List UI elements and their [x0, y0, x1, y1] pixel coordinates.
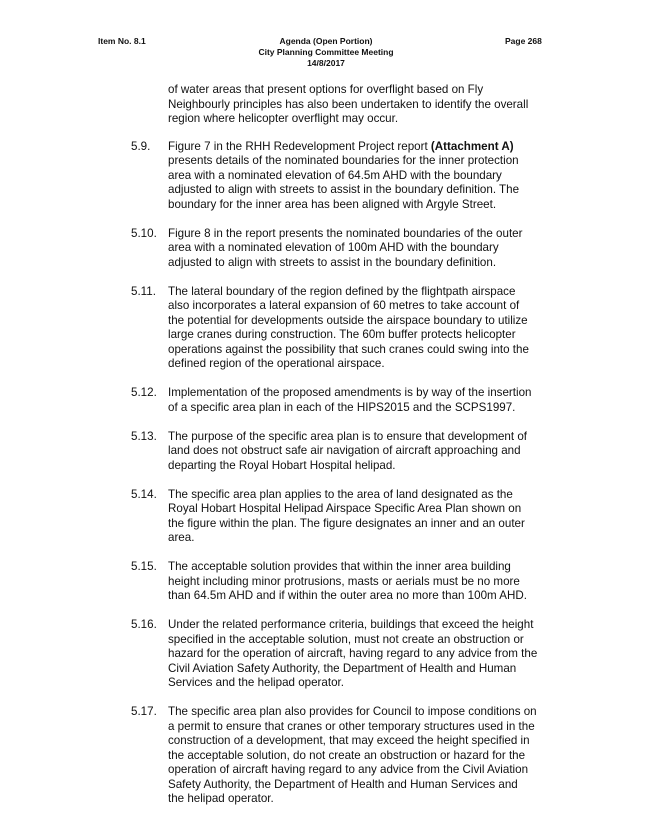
text-line: operations against the possibility that such cranes could swing into the	[168, 342, 529, 356]
paragraph-number: 5.10.	[131, 226, 157, 240]
text-line: specified in the acceptable solution, must not create an obstruction or	[168, 632, 524, 646]
header-title-line-2: City Planning Committee Meeting	[258, 47, 394, 57]
text-line: height including minor protrusions, masts or aerials must be no more	[168, 574, 520, 588]
text-segment: Figure 7 in the RHH Redevelopment Project report	[168, 139, 431, 153]
paragraph-5-14	[131, 487, 560, 546]
continued-paragraph	[168, 83, 560, 127]
text-line: Under the related performance criteria, buildings that exceed the height	[168, 618, 534, 631]
text-line: the helipad operator.	[168, 792, 274, 805]
header-item-number: Item No. 8.1	[98, 36, 146, 46]
header-agenda-title	[190, 36, 462, 69]
text-line: construction of a development, that may exceed the height specified in	[168, 734, 530, 747]
header-title-line-1: Agenda (Open Portion)	[279, 36, 373, 46]
text-line: adjusted to align with streets to assist in the boundary definition.	[168, 255, 497, 269]
paragraph-number: 5.11.	[131, 284, 156, 298]
text-line: The specific area plan also provides for Council to impose conditions on	[168, 705, 537, 718]
text-line: a permit to ensure that cranes or other temporary structures used in the	[168, 719, 535, 733]
text-line: of water areas that present options for overflight based on Fly	[168, 83, 484, 96]
text-line: of a specific area plan in each of the HIPS2015 and the SCPS1997.	[168, 400, 516, 414]
document-body	[0, 83, 647, 821]
paragraph-number: 5.13.	[131, 429, 157, 443]
paragraph-number: 5.17.	[131, 705, 157, 718]
text-line: the figure within the plan. The figure designates an inner and an outer	[168, 516, 525, 530]
paragraph-number: 5.9.	[131, 139, 151, 153]
text-line: presents details of the nominated boundaries for the inner protection	[168, 154, 519, 167]
text-line: Implementation of the proposed amendments is by way of the insertion	[168, 386, 532, 399]
paragraph-5-15	[131, 560, 560, 604]
text-line: the potential for developments outside the airspace boundary to utilize	[168, 313, 528, 327]
text-line	[168, 140, 560, 155]
paragraph-number: 5.15.	[131, 560, 157, 573]
text-line: the acceptable solution, do not create an obstruction or hazard for the	[168, 748, 526, 762]
text-line: Figure 8 in the report presents the nominated boundaries of the outer	[168, 226, 523, 240]
text-line: Neighbourly principles has also been undertaken to identify the overall	[168, 97, 529, 111]
text-line: area with a nominated elevation of 100m AHD with the boundary	[168, 241, 499, 254]
paragraph-5-10	[131, 226, 560, 271]
header-date: 14/8/2017	[307, 58, 345, 68]
text-line: also incorporates a lateral expansion of 60 metres to take account of	[168, 299, 520, 312]
paragraph-5-9	[131, 139, 560, 213]
text-line: adjusted to align with streets to assist in the boundary definition. The	[168, 183, 520, 196]
text-line: than 64.5m AHD and if within the outer area no more than 100m AHD.	[168, 589, 527, 602]
paragraph-number: 5.14.	[131, 487, 157, 501]
text-line: area.	[168, 531, 195, 544]
text-line: Safety Authority, the Department of Health and Human Services and	[168, 777, 518, 791]
text-line: Services and the helipad operator.	[168, 676, 344, 689]
text-line: The acceptable solution provides that within the inner area building	[168, 560, 511, 573]
text-line: boundary for the inner area has been aligned with Argyle Street.	[168, 197, 497, 211]
text-line: departing the Royal Hobart Hospital helipad.	[168, 458, 396, 472]
text-line: defined region of the operational airspace.	[168, 357, 385, 370]
text-line: hazard for the operation of aircraft, having regard to any advice from the	[168, 647, 538, 660]
paragraph-5-17	[131, 705, 560, 807]
text-line: The purpose of the specific area plan is to ensure that development of	[168, 429, 527, 443]
text-line: land does not obstruct safe air navigation of aircraft approaching and	[168, 444, 521, 457]
header-page-number: Page 268	[505, 36, 542, 46]
paragraph-5-12	[131, 386, 560, 415]
text-line: area with a nominated elevation of 64.5m AHD with the boundary	[168, 168, 502, 182]
text-line: The specific area plan applies to the area of land designated as the	[168, 487, 513, 501]
paragraph-number: 5.12.	[131, 386, 157, 399]
text-line: Civil Aviation Safety Authority, the Department of Health and Human	[168, 661, 517, 675]
paragraph-5-16	[131, 618, 560, 691]
attachment-reference: (Attachment A)	[430, 139, 514, 153]
text-line: The lateral boundary of the region defined by the flightpath airspace	[168, 284, 516, 298]
text-line: Royal Hobart Hospital Helipad Airspace Specific Area Plan shown on	[168, 502, 522, 515]
text-line: region where helicopter overflight may occur.	[168, 112, 399, 125]
text-line: large cranes during construction. The 60m buffer protects helicopter	[168, 328, 516, 341]
paragraph-number: 5.16.	[131, 618, 157, 631]
paragraph-5-13	[131, 429, 560, 474]
text-line: operation of aircraft having regard to any advice from the Civil Aviation	[168, 763, 529, 776]
paragraph-5-11	[131, 284, 560, 372]
